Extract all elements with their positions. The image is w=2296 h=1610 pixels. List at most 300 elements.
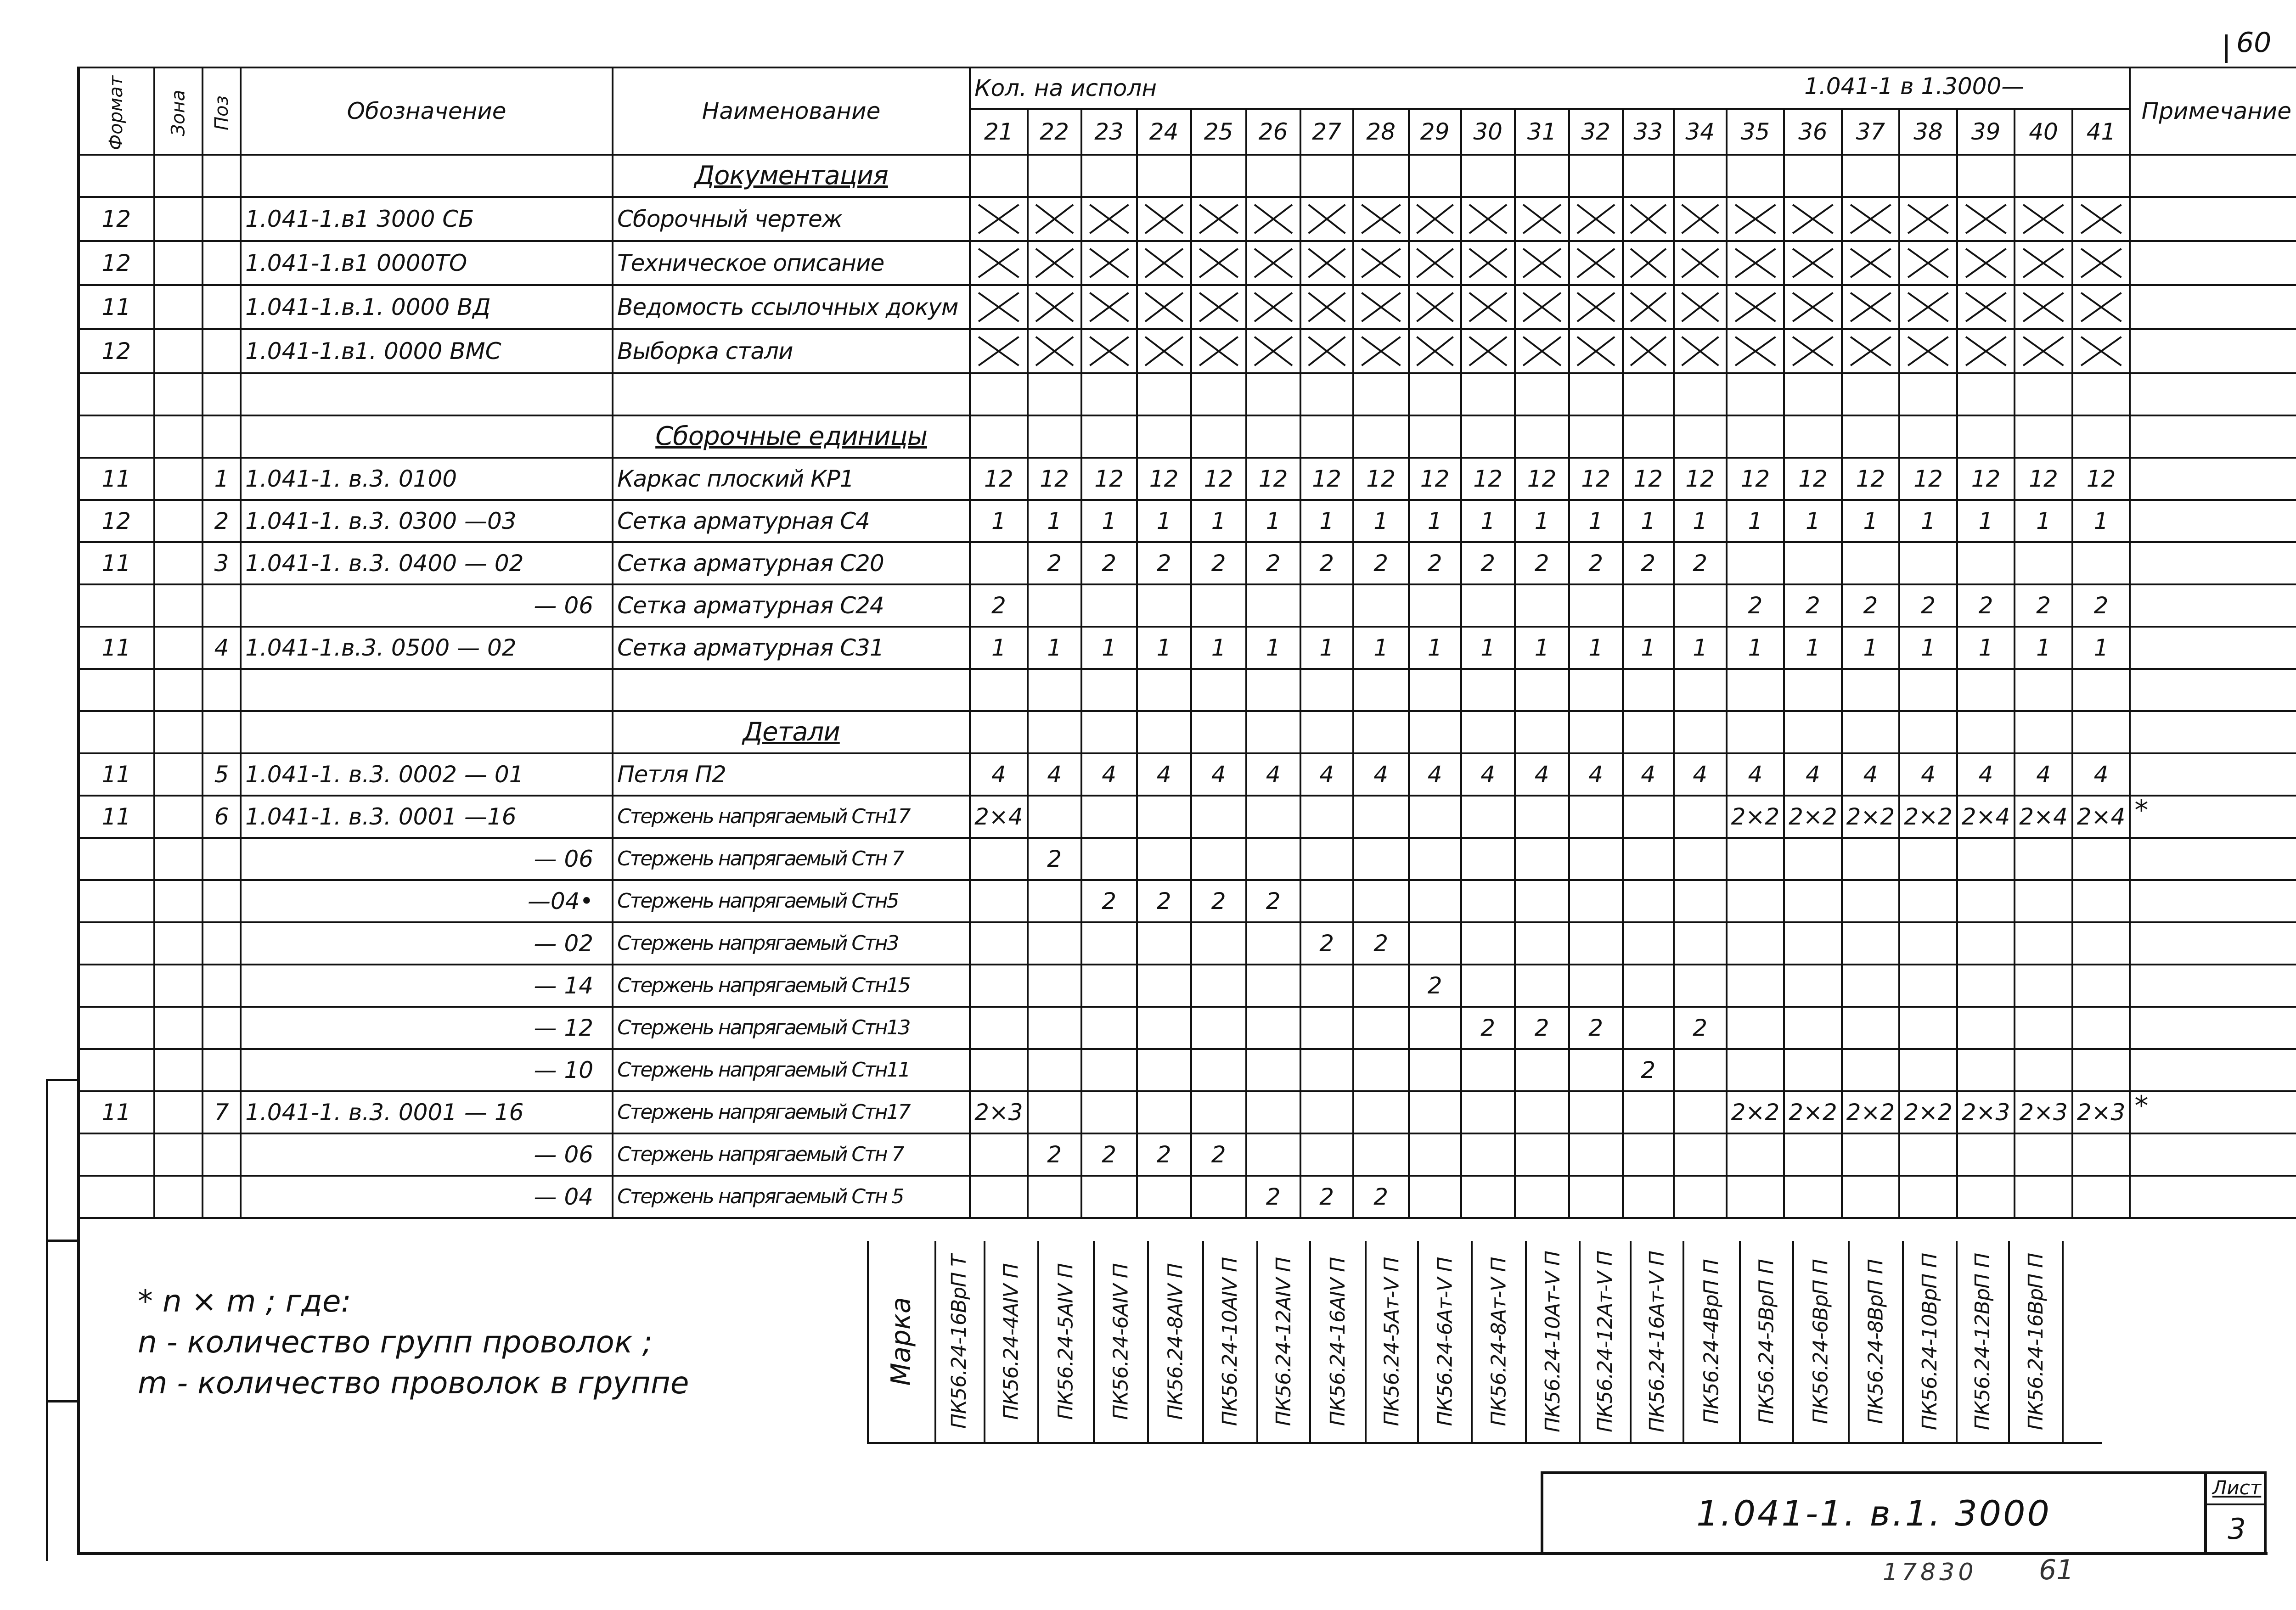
quantity-cell: 2 (970, 584, 1028, 627)
quantity-cell (1899, 1176, 1957, 1218)
qty-label: Кол. на исполн (974, 75, 1157, 101)
quantity-cell: 4 (1081, 753, 1137, 796)
format-cell: 12 (78, 329, 154, 373)
quantity-cell (2015, 669, 2072, 711)
not-applicable-cell (2015, 197, 2072, 241)
marka-cell (1581, 1241, 1632, 1442)
quantity-cell (2015, 965, 2072, 1007)
quantity-cell (1191, 1091, 1246, 1133)
not-applicable-cell (1569, 285, 1623, 329)
zone-cell (154, 627, 203, 669)
position-cell: 7 (203, 1091, 241, 1133)
remark-cell (2130, 838, 2296, 880)
quantity-cell (970, 922, 1028, 965)
quantity-cell (1081, 796, 1137, 838)
quantity-cell (1842, 1176, 1900, 1218)
quantity-cell: 4 (1842, 753, 1900, 796)
quantity-cell (2072, 542, 2130, 584)
quantity-cell (1842, 542, 1900, 584)
not-applicable-cell (1461, 197, 1515, 241)
designation-cell: — 06 (241, 838, 613, 880)
quantity-cell (1899, 542, 1957, 584)
quantity-cell (1461, 584, 1515, 627)
quantity-cell (1515, 155, 1569, 197)
not-applicable-cell (1191, 329, 1246, 373)
quantity-cell (1727, 711, 1784, 753)
quantity-cell: 2×2 (1784, 796, 1842, 838)
name-cell (613, 669, 970, 711)
designation-cell: 1.041-1. в.3. 0100 (241, 458, 613, 500)
quantity-cell: 12 (970, 458, 1028, 500)
quantity-cell (1081, 155, 1137, 197)
quantity-cell (1137, 373, 1191, 415)
quantity-cell (2015, 155, 2072, 197)
table-row (78, 373, 2296, 415)
marka-cell (1850, 1241, 1904, 1442)
cross-mark-icon (1900, 198, 1956, 240)
quantity-cell (1957, 373, 2015, 415)
quantity-cell: 1 (970, 627, 1028, 669)
not-applicable-cell (1957, 197, 2015, 241)
quantity-cell (1300, 965, 1353, 1007)
quantity-cell (1028, 922, 1081, 965)
quantity-cell: 1 (1461, 627, 1515, 669)
cross-mark-icon (1624, 198, 1673, 240)
quantity-cell: 4 (1957, 753, 2015, 796)
quantity-cell (1623, 965, 1674, 1007)
quantity-cell (1353, 373, 1409, 415)
quantity-cell: 12 (2072, 458, 2130, 500)
cross-mark-icon (1900, 330, 1956, 372)
remark-cell (2130, 922, 2296, 965)
quantity-cell (1515, 415, 1569, 458)
header-zone (154, 67, 203, 155)
quantity-cell (1409, 669, 1461, 711)
quantity-cell (1028, 711, 1081, 753)
cross-mark-icon (1516, 330, 1568, 372)
remark-cell (2130, 155, 2296, 197)
quantity-cell (1300, 669, 1353, 711)
quantity-cell (2072, 415, 2130, 458)
quantity-cell (1353, 584, 1409, 627)
quantity-cell: 2 (1515, 1007, 1569, 1049)
quantity-cell (1842, 373, 1900, 415)
quantity-cell (1028, 584, 1081, 627)
quantity-cell: 2 (1300, 542, 1353, 584)
format-cell (78, 584, 154, 627)
marka-cell (1741, 1241, 1794, 1442)
marka-item: ПК56.24-8Ат-V П (1487, 1257, 1511, 1426)
zone-cell (154, 1176, 203, 1218)
quantity-cell (1899, 1007, 1957, 1049)
archive-id: 17830 (1883, 1559, 1977, 1586)
quantity-cell: 12 (1784, 458, 1842, 500)
footer-page-number: 61 (2039, 1554, 2074, 1586)
format-cell: 11 (78, 285, 154, 329)
footnote (138, 1281, 689, 1403)
quantity-cell (1246, 415, 1300, 458)
table-row (78, 1133, 2296, 1176)
quantity-cell (1461, 1091, 1515, 1133)
quantity-cell (1957, 1133, 2015, 1176)
quantity-cell: 4 (1137, 753, 1191, 796)
variant-column-header: 30 (1461, 109, 1515, 155)
format-cell (78, 1133, 154, 1176)
cross-mark-icon (1843, 330, 1899, 372)
quantity-cell (1300, 1049, 1353, 1091)
quantity-cell (1300, 155, 1353, 197)
footnote-line-2: n - количество групп проволок ; (138, 1324, 653, 1360)
quantity-cell (1300, 880, 1353, 922)
not-applicable-cell (1727, 197, 1784, 241)
quantity-cell: 2 (1461, 542, 1515, 584)
position-cell (203, 1049, 241, 1091)
quantity-cell: 2×2 (1727, 1091, 1784, 1133)
cross-mark-icon (1029, 198, 1080, 240)
zone-cell (154, 753, 203, 796)
quantity-cell (1246, 922, 1300, 965)
header-name: Наименование (613, 67, 970, 155)
format-cell (78, 838, 154, 880)
not-applicable-cell (1191, 285, 1246, 329)
quantity-cell (1842, 711, 1900, 753)
quantity-cell: 2 (1842, 584, 1900, 627)
quantity-cell: 1 (1028, 627, 1081, 669)
quantity-cell (1515, 584, 1569, 627)
marka-cell (1258, 1241, 1311, 1442)
not-applicable-cell (2072, 285, 2130, 329)
quantity-cell: 1 (1353, 627, 1409, 669)
cross-mark-icon (2015, 330, 2071, 372)
quantity-cell: 2 (1246, 880, 1300, 922)
not-applicable-cell (1899, 197, 1957, 241)
sheet-label: Лист (2207, 1474, 2267, 1505)
quantity-cell: 1 (1081, 500, 1137, 542)
cross-mark-icon (1843, 242, 1899, 284)
table-row (78, 285, 2296, 329)
quantity-cell (1957, 1049, 2015, 1091)
quantity-cell (1842, 1007, 1900, 1049)
quantity-cell (1461, 880, 1515, 922)
quantity-cell (1300, 838, 1353, 880)
quantity-cell (1569, 373, 1623, 415)
quantity-cell (1515, 373, 1569, 415)
quantity-cell (1842, 669, 1900, 711)
designation-cell: 1.041-1.в1. 0000 ВМС (241, 329, 613, 373)
remark-cell (2130, 880, 2296, 922)
zone-cell (154, 373, 203, 415)
cross-mark-icon (1354, 286, 1408, 328)
format-cell (78, 155, 154, 197)
quantity-cell (1569, 584, 1623, 627)
header-pos (203, 67, 241, 155)
quantity-cell (1784, 1007, 1842, 1049)
not-applicable-cell (1957, 285, 2015, 329)
format-cell (78, 922, 154, 965)
variant-column-header: 37 (1842, 109, 1900, 155)
quantity-cell (1353, 415, 1409, 458)
position-cell (203, 155, 241, 197)
quantity-cell: 4 (2072, 753, 2130, 796)
format-cell: 11 (78, 627, 154, 669)
not-applicable-cell (1191, 241, 1246, 285)
quantity-cell: 1 (1515, 500, 1569, 542)
cross-mark-icon (1624, 286, 1673, 328)
sheet-number: 60 (2236, 27, 2272, 59)
cross-mark-icon (971, 198, 1027, 240)
table-row (78, 838, 2296, 880)
not-applicable-cell (1300, 329, 1353, 373)
quantity-cell: 2 (1727, 584, 1784, 627)
designation-cell: — 12 (241, 1007, 613, 1049)
quantity-cell (1461, 796, 1515, 838)
cross-mark-icon (1138, 242, 1190, 284)
quantity-cell (1300, 711, 1353, 753)
quantity-cell (1353, 1133, 1409, 1176)
quantity-cell: 1 (1899, 627, 1957, 669)
quantity-cell: 1 (1784, 500, 1842, 542)
quantity-cell (1727, 542, 1784, 584)
not-applicable-cell (970, 197, 1028, 241)
quantity-cell (1784, 1176, 1842, 1218)
quantity-cell (1409, 1133, 1461, 1176)
quantity-cell (1137, 1091, 1191, 1133)
quantity-cell: 1 (1137, 627, 1191, 669)
designation-cell (241, 669, 613, 711)
quantity-cell (1899, 1049, 1957, 1091)
quantity-cell (1515, 1049, 1569, 1091)
quantity-cell (1515, 796, 1569, 838)
quantity-cell (1137, 155, 1191, 197)
format-cell: 11 (78, 753, 154, 796)
quantity-cell (2072, 155, 2130, 197)
quantity-cell (1081, 838, 1137, 880)
quantity-cell (1028, 796, 1081, 838)
quantity-cell: 12 (1957, 458, 2015, 500)
cross-mark-icon (1247, 330, 1300, 372)
footnote-line-3: m - количество проволок в группе (138, 1365, 689, 1401)
not-applicable-cell (1727, 241, 1784, 285)
not-applicable-cell (1899, 241, 1957, 285)
quantity-cell: 4 (1623, 753, 1674, 796)
quantity-cell: 2 (1081, 542, 1137, 584)
quantity-cell (1246, 1049, 1300, 1091)
cross-mark-icon (2073, 242, 2129, 284)
name-cell: Сборочный чертеж (613, 197, 970, 241)
zone-cell (154, 1133, 203, 1176)
cross-mark-icon (1138, 198, 1190, 240)
designation-cell: — 04 (241, 1176, 613, 1218)
remark-cell (2130, 669, 2296, 711)
frame-left (77, 67, 80, 1555)
quantity-cell (1137, 584, 1191, 627)
variant-column-header: 21 (970, 109, 1028, 155)
variant-column-header: 36 (1784, 109, 1842, 155)
quantity-cell (1137, 1176, 1191, 1218)
quantity-cell: 1 (1409, 500, 1461, 542)
remark-cell: * (2130, 796, 2296, 838)
marka-item: ПК56.24-16ВрП Т (947, 1254, 971, 1429)
quantity-cell (1842, 880, 1900, 922)
quantity-cell: 2 (1957, 584, 2015, 627)
quantity-cell: 12 (1137, 458, 1191, 500)
cross-mark-icon (1247, 242, 1300, 284)
remark-cell (2130, 241, 2296, 285)
not-applicable-cell (1515, 241, 1569, 285)
quantity-cell (970, 1049, 1028, 1091)
quantity-cell (1461, 415, 1515, 458)
cross-mark-icon (1570, 330, 1622, 372)
quantity-cell: 4 (1028, 753, 1081, 796)
name-cell: Сетка арматурная С4 (613, 500, 970, 542)
quantity-cell (1784, 155, 1842, 197)
cross-mark-icon (1843, 286, 1899, 328)
position-cell: 3 (203, 542, 241, 584)
quantity-cell (1727, 965, 1784, 1007)
quantity-cell (1137, 415, 1191, 458)
designation-cell: — 06 (241, 1133, 613, 1176)
remark-cell (2130, 415, 2296, 458)
table-row (78, 500, 2296, 542)
not-applicable-cell (1674, 241, 1727, 285)
quantity-cell (1409, 584, 1461, 627)
variant-column-header: 24 (1137, 109, 1191, 155)
not-applicable-cell (1623, 241, 1674, 285)
quantity-cell (1674, 1049, 1727, 1091)
quantity-cell (1515, 1091, 1569, 1133)
quantity-cell: 12 (1300, 458, 1353, 500)
quantity-cell (1623, 1007, 1674, 1049)
not-applicable-cell (2072, 329, 2130, 373)
marka-item: ПК56.24-16ВрП П (2024, 1253, 2048, 1430)
quantity-cell (1515, 711, 1569, 753)
not-applicable-cell (1515, 197, 1569, 241)
header-remark: Примечание (2130, 67, 2296, 155)
quantity-cell: 1 (1028, 500, 1081, 542)
quantity-cell (1081, 1049, 1137, 1091)
quantity-cell (1727, 880, 1784, 922)
name-cell: Стержень напрягаемый Стн 7 (613, 1133, 970, 1176)
quantity-cell (1137, 922, 1191, 965)
designation-cell (241, 711, 613, 753)
cross-mark-icon (1785, 330, 1841, 372)
quantity-cell (1784, 880, 1842, 922)
remark-cell (2130, 711, 2296, 753)
name-cell: Стержень напрягаемый Стн 7 (613, 838, 970, 880)
table-row (78, 753, 2296, 796)
marka-item: ПК56.24-5АIV П (1054, 1263, 1078, 1420)
quantity-cell: 2×4 (1957, 796, 2015, 838)
cross-mark-icon (1301, 330, 1352, 372)
not-applicable-cell (1623, 197, 1674, 241)
zone-cell (154, 197, 203, 241)
quantity-cell (1028, 373, 1081, 415)
cross-mark-icon (1410, 242, 1460, 284)
variant-column-header: 25 (1191, 109, 1246, 155)
position-cell (203, 880, 241, 922)
quantity-cell (1623, 1133, 1674, 1176)
quantity-cell: 1 (1515, 627, 1569, 669)
not-applicable-cell (2015, 329, 2072, 373)
quantity-cell (1784, 415, 1842, 458)
name-cell: Сетка арматурная С31 (613, 627, 970, 669)
quantity-cell (1515, 1176, 1569, 1218)
not-applicable-cell (1246, 285, 1300, 329)
not-applicable-cell (1081, 241, 1137, 285)
not-applicable-cell (1137, 329, 1191, 373)
name-cell (613, 373, 970, 415)
quantity-cell (1515, 1133, 1569, 1176)
name-cell: Сетка арматурная С20 (613, 542, 970, 584)
quantity-cell (1137, 669, 1191, 711)
table-row (78, 965, 2296, 1007)
quantity-cell (1191, 838, 1246, 880)
quantity-cell (1353, 155, 1409, 197)
designation-cell: — 02 (241, 922, 613, 965)
cross-mark-icon (1354, 242, 1408, 284)
quantity-cell: 2×2 (1842, 796, 1900, 838)
quantity-cell (2015, 922, 2072, 965)
quantity-cell (1784, 1049, 1842, 1091)
quantity-cell (1246, 838, 1300, 880)
designation-cell: — 06 (241, 584, 613, 627)
quantity-cell (1300, 1091, 1353, 1133)
quantity-cell (1409, 1091, 1461, 1133)
quantity-cell (1957, 711, 2015, 753)
quantity-cell (1300, 1133, 1353, 1176)
quantity-cell (1957, 965, 2015, 1007)
cross-mark-icon (2015, 198, 2071, 240)
not-applicable-cell (2015, 285, 2072, 329)
remark-cell (2130, 1176, 2296, 1218)
quantity-cell (1409, 711, 1461, 753)
marka-cell (1684, 1241, 1741, 1442)
not-applicable-cell (1461, 329, 1515, 373)
position-cell (203, 1176, 241, 1218)
not-applicable-cell (1569, 197, 1623, 241)
quantity-cell (1727, 155, 1784, 197)
quantity-cell (1623, 155, 1674, 197)
cross-mark-icon (1462, 242, 1514, 284)
zone-cell (154, 796, 203, 838)
not-applicable-cell (1461, 285, 1515, 329)
quantity-cell (1899, 155, 1957, 197)
quantity-cell (1569, 1133, 1623, 1176)
quantity-cell: 1 (1727, 627, 1784, 669)
quantity-cell (1899, 965, 1957, 1007)
quantity-cell: 4 (1246, 753, 1300, 796)
quantity-cell (1246, 711, 1300, 753)
not-applicable-cell (1727, 285, 1784, 329)
quantity-cell (1300, 415, 1353, 458)
marka-cell (1794, 1241, 1850, 1442)
quantity-cell (1300, 584, 1353, 627)
format-cell: 11 (78, 1091, 154, 1133)
quantity-cell (2015, 1049, 2072, 1091)
cross-mark-icon (1675, 286, 1726, 328)
quantity-cell (1461, 155, 1515, 197)
quantity-cell: 1 (1191, 500, 1246, 542)
quantity-cell: 2 (1081, 880, 1137, 922)
not-applicable-cell (1246, 197, 1300, 241)
not-applicable-cell (1623, 285, 1674, 329)
quantity-cell (970, 542, 1028, 584)
marka-cell (934, 1241, 985, 1442)
quantity-cell: 2×2 (1784, 1091, 1842, 1133)
quantity-cell (1674, 880, 1727, 922)
table-row (78, 241, 2296, 285)
quantity-cell: 2 (2015, 584, 2072, 627)
